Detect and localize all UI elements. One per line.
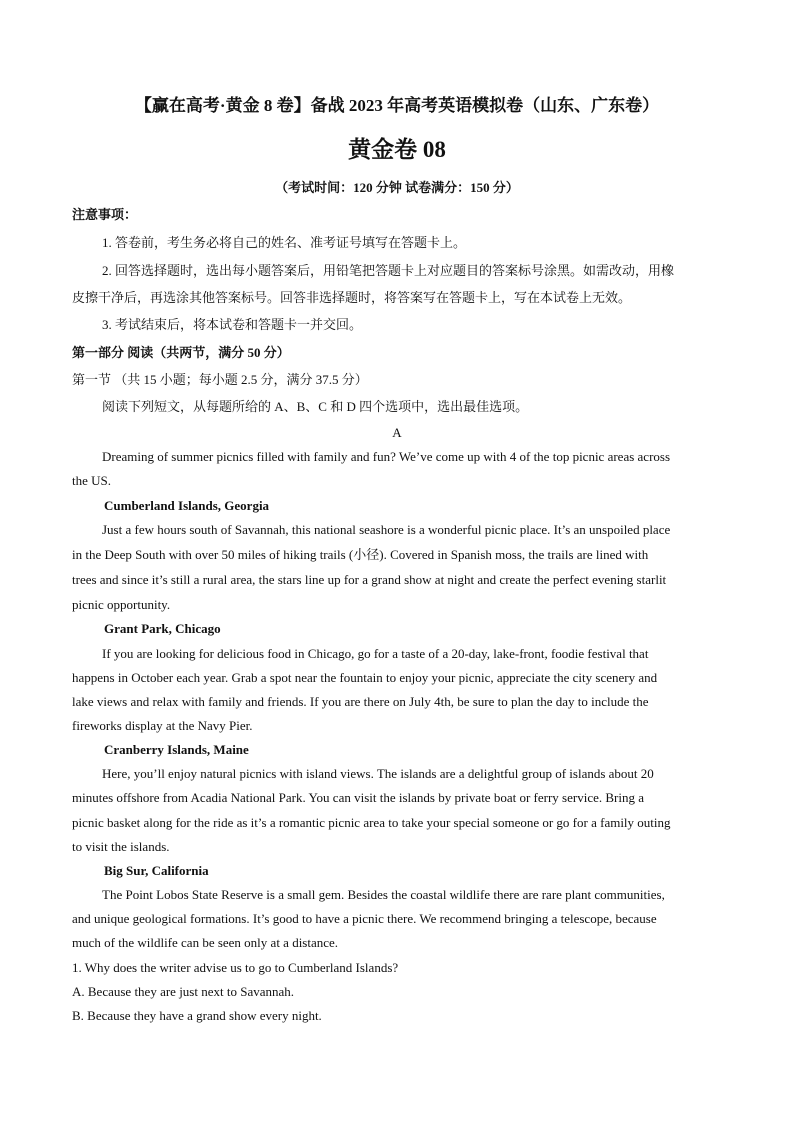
paper-number: 黄金卷 08	[348, 137, 446, 162]
p4-line-1: The Point Lobos State Reserve is a small gem. Besides the coastal wildlife there are rare plant communities,	[102, 887, 665, 902]
p3-line-3: picnic basket along for the ride as it’s a romantic picnic area to take your special someone or go for a family outing	[72, 815, 671, 830]
question-1-option-a: A. Because they are just next to Savannah.	[72, 984, 295, 999]
p1-line-2: in the Deep South with over 50 miles of hiking trails (小径). Covered in Spanish moss, the trails are lined with	[72, 547, 649, 562]
section-heading: 第一节 （共 15 小题；每小题 2.5 分，满分 37.5 分）	[72, 372, 368, 387]
p3-line-2: minutes offshore from Acadia National Park. You can visit the islands by private boat or ferry service. Bring a	[72, 790, 644, 805]
notice-item-2-line-2: 皮擦干净后，再选涂其他答案标号。回答非选择题时，将答案写在答题卡上，写在本试卷上无效。	[72, 290, 632, 305]
p3-line-4: to visit the islands.	[72, 839, 170, 854]
exam-info: （考试时间：120 分钟 试卷满分：150 分）	[275, 180, 519, 195]
notice-item-3: 3. 考试结束后，将本试卷和答题卡一并交回。	[102, 317, 363, 332]
part-heading: 第一部分 阅读（共两节，满分 50 分）	[72, 345, 290, 360]
p2-line-1: If you are looking for delicious food in Chicago, go for a taste of a 20-day, lake-front, foodie festival that	[102, 646, 649, 661]
heading-cumberland: Cumberland Islands, Georgia	[104, 498, 270, 513]
p2-line-4: fireworks display at the Navy Pier.	[72, 718, 253, 733]
notice-heading: 注意事项：	[72, 207, 138, 222]
p1-line-3: trees and since it’s still a rural area, the stars line up for a grand show at night and create the perfect evening starlit	[72, 572, 667, 587]
passage-letter: A	[392, 425, 402, 440]
heading-grant-park: Grant Park, Chicago	[104, 621, 221, 636]
intro-line-2: the US.	[72, 473, 111, 488]
intro-line-1: Dreaming of summer picnics filled with family and fun? We’ve come up with 4 of the top picnic areas across	[102, 449, 671, 464]
p1-line-4: picnic opportunity.	[72, 597, 171, 612]
heading-cranberry: Cranberry Islands, Maine	[104, 742, 249, 757]
notice-item-2-line-1: 2. 回答选择题时，选出每小题答案后，用铅笔把答题卡上对应题目的答案标号涂黑。如需改动，用橡	[102, 263, 675, 278]
heading-big-sur: Big Sur, California	[104, 863, 209, 878]
exam-title: 【赢在高考·黄金 8 卷】备战 2023 年高考英语模拟卷（山东、广东卷）	[134, 96, 660, 115]
p2-line-3: lake views and relax with family and friends. If you are there on July 4th, be sure to plan the day to include the	[72, 694, 649, 709]
p2-line-2: happens in October each year. Grab a spot near the fountain to enjoy your picnic, appreciate the city scenery and	[72, 670, 658, 685]
notice-item-1: 1. 答卷前，考生务必将自己的姓名、准考证号填写在答题卡上。	[102, 235, 467, 250]
p4-line-2: and unique geological formations. It’s good to have a picnic there. We recommend bringing a telescope, because	[72, 911, 657, 926]
question-1: 1. Why does the writer advise us to go to Cumberland Islands?	[72, 960, 399, 975]
p1-line-1: Just a few hours south of Savannah, this national seashore is a wonderful picnic place. It’s an unspoiled place	[102, 522, 671, 537]
instruction: 阅读下列短文，从每题所给的 A、B、C 和 D 四个选项中，选出最佳选项。	[102, 399, 529, 414]
p4-line-3: much of the wildlife can be seen only at a distance.	[72, 935, 339, 950]
question-1-option-b: B. Because they have a grand show every night.	[72, 1008, 322, 1023]
p3-line-1: Here, you’ll enjoy natural picnics with island views. The islands are a delightful group of islands about 20	[102, 766, 654, 781]
